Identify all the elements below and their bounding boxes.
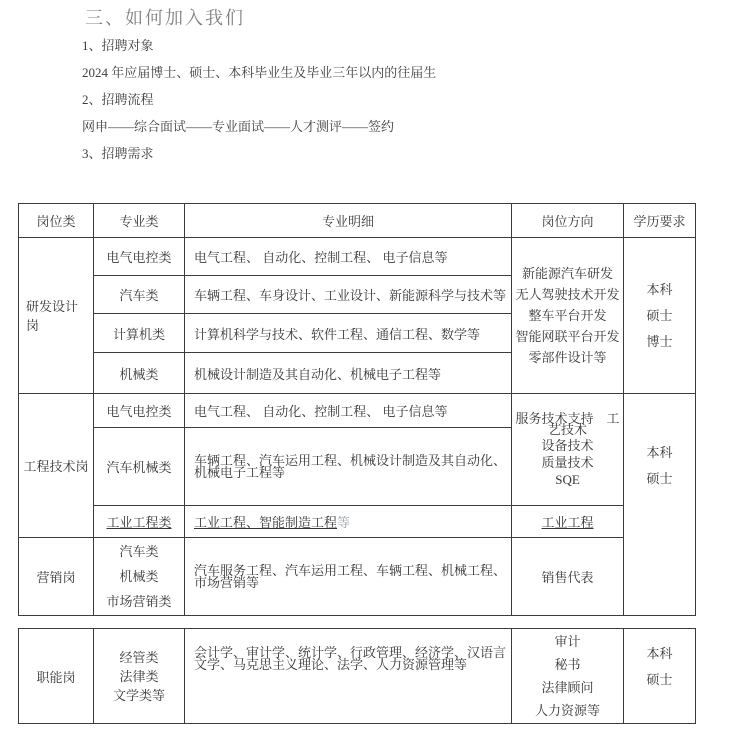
table-row (19, 506, 696, 538)
major-type-cell: 电气电控类 (94, 238, 185, 276)
major-type-line: 机械类 (119, 569, 159, 584)
direction-item: 设备技术 (541, 438, 594, 453)
table-row (19, 394, 696, 428)
major-detail-cell: 电气工程、 自动化、控制工程、 电子信息等 (185, 238, 512, 276)
major-type-cell: 汽车类 (94, 276, 185, 314)
direction-item: 人力资源等 (534, 703, 600, 718)
degree-item: 硕士 (646, 307, 673, 323)
major-type-cell: 机械类 (94, 353, 185, 394)
major-type-line: 法律类 (119, 668, 159, 684)
degree-item: 本科 (646, 445, 673, 460)
major-detail-cell: 车辆工程、车身设计、工业设计、新能源科学与技术等 (185, 276, 512, 314)
post-direction-cell (512, 506, 624, 538)
direction-item: 智能网联平台开发 (515, 328, 620, 344)
direction-item: 法律顾问 (541, 680, 594, 695)
post-type-cell: 职能岗 (19, 629, 94, 724)
degree-cell (624, 629, 696, 724)
major-type-line: 汽车类 (119, 544, 159, 559)
degree-cell (624, 394, 696, 616)
intro-text (0, 38, 756, 162)
direction-item: 服务技术支持 工艺技术 (515, 411, 620, 437)
recruitment-demand-table (18, 203, 696, 616)
major-type-cell (94, 629, 185, 724)
degree-item: 博士 (646, 333, 673, 349)
major-detail-suffix: 等 (337, 515, 351, 530)
intro-line-recruit-process-label: 2、招聘流程 (82, 92, 154, 107)
col-header-post-direction: 岗位方向 (512, 204, 624, 238)
major-detail-cell: 会计学、审计学、统计学、行政管理、经济学、汉语言 文学、马克思主义理论、法学、人力资源管理等 (185, 629, 512, 724)
major-type-cell: 计算机类 (94, 314, 185, 353)
degree-item: 硕士 (646, 672, 673, 687)
major-type-cell (94, 538, 185, 616)
major-detail-cell: 机械设计制造及其自动化、机械电子工程等 (185, 353, 512, 394)
direction-underlined: 工业工程 (541, 515, 594, 530)
section-title: 三、如何加入我们 (85, 8, 245, 28)
post-type-cell: 工程技术岗 (19, 394, 94, 538)
col-header-major-detail: 专业明细 (185, 204, 512, 238)
direction-item: 审计 (554, 634, 581, 649)
major-detail-cell: 电气工程、 自动化、控制工程、 电子信息等 (185, 394, 512, 428)
degree-item: 本科 (646, 646, 673, 661)
table-row (19, 538, 696, 616)
major-type-underlined: 工业工程类 (106, 515, 172, 530)
function-post-table (18, 628, 696, 724)
major-type-line: 市场营销类 (106, 594, 172, 609)
major-type-cell (94, 506, 185, 538)
intro-line-recruit-target-label: 1、招聘对象 (82, 38, 154, 53)
post-direction-cell (512, 629, 624, 724)
col-header-major-type: 专业类 (94, 204, 185, 238)
post-direction-cell (512, 394, 624, 506)
direction-item: 整车平台开发 (528, 307, 607, 323)
post-type-line: 岗 (26, 317, 40, 333)
direction-item: 秘书 (554, 657, 581, 672)
table-row (19, 629, 696, 724)
intro-line-recruit-demand-label: 3、招聘需求 (82, 146, 154, 161)
intro-line-recruit-process-value: 网申——综合面试——专业面试——人才测评——签约 (82, 119, 395, 134)
direction-item: 零部件设计等 (528, 349, 607, 365)
direction-item: 质量技术 (541, 455, 594, 470)
degree-cell (624, 238, 696, 394)
post-direction-cell: 销售代表 (512, 538, 624, 616)
major-type-line: 文学类等 (112, 687, 165, 703)
degree-item: 硕士 (646, 471, 673, 486)
direction-item: SQE (555, 472, 580, 487)
intro-line-recruit-target-value: 2024 年应届博士、硕士、本科毕业生及毕业三年以内的往届生 (82, 65, 437, 80)
direction-item: 无人驾驶技术开发 (515, 286, 620, 302)
major-type-line: 经管类 (119, 649, 159, 665)
col-header-post-type: 岗位类 (19, 204, 94, 238)
major-detail-underlined: 工业工程、智能制造工程 (194, 515, 338, 530)
direction-item: 新能源汽车研发 (521, 265, 613, 281)
post-type-cell (19, 238, 94, 394)
major-detail-cell: 汽车服务工程、汽车运用工程、车辆工程、机械工程、 市场营销等 (185, 538, 512, 616)
major-detail-cell: 车辆工程、汽车运用工程、机械设计制造及其自动化、 机械电子工程等 (185, 428, 512, 506)
table-header-row (19, 204, 696, 238)
major-type-cell: 汽车机械类 (94, 428, 185, 506)
post-direction-cell (512, 238, 624, 394)
major-detail-cell (185, 506, 512, 538)
table-row (19, 238, 696, 276)
major-detail-cell: 计算机科学与技术、软件工程、通信工程、数学等 (185, 314, 512, 353)
col-header-degree: 学历要求 (624, 204, 696, 238)
post-type-line: 研发设计 (26, 298, 79, 314)
degree-item: 本科 (646, 281, 673, 297)
major-type-cell: 电气电控类 (94, 394, 185, 428)
post-type-cell: 营销岗 (19, 538, 94, 616)
